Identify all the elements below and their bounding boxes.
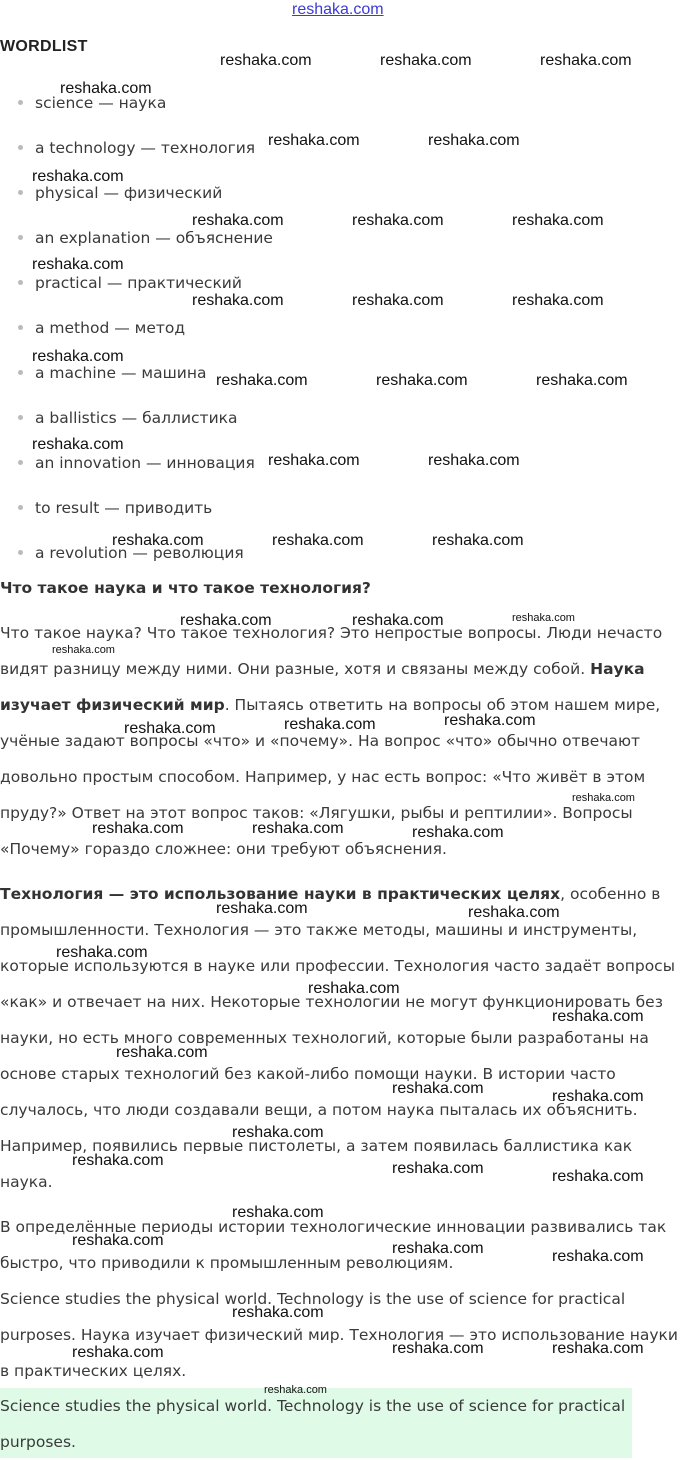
- wordlist-item: a ballistics — баллистика: [18, 411, 238, 427]
- watermark: reshaka.com: [112, 532, 204, 549]
- watermark: reshaka.com: [352, 212, 444, 229]
- watermark: reshaka.com: [352, 612, 444, 629]
- watermark: reshaka.com: [268, 452, 360, 469]
- watermark: reshaka.com: [272, 532, 364, 549]
- watermark: reshaka.com: [32, 256, 124, 273]
- watermark: reshaka.com: [308, 980, 400, 997]
- wordlist-item: physical — физический: [18, 186, 222, 202]
- watermark: reshaka.com: [72, 1232, 164, 1249]
- wordlist-item: a revolution — революция: [18, 546, 244, 562]
- watermark: reshaka.com: [180, 612, 272, 629]
- bullet-icon: [18, 145, 23, 150]
- watermark: reshaka.com: [444, 712, 536, 729]
- paragraph-summary: Science studies the physical world. Technology is the use of science for practical purposes. Наука изучает физический мир. Технология — это использование науки в практических целях.: [0, 1290, 678, 1380]
- watermark: reshaka.com: [232, 1204, 324, 1221]
- watermark: reshaka.com: [116, 1044, 208, 1061]
- bullet-icon: [18, 415, 23, 420]
- bullet-icon: [18, 505, 23, 510]
- bullet-icon: [18, 550, 23, 555]
- watermark: reshaka.com: [72, 1152, 164, 1169]
- watermark: reshaka.com: [264, 1384, 327, 1396]
- wordlist-item: science — наука: [18, 96, 166, 112]
- wordlist-item: a technology — технология: [18, 141, 255, 157]
- watermark: reshaka.com: [56, 944, 148, 961]
- watermark: reshaka.com: [428, 452, 520, 469]
- watermark: reshaka.com: [252, 820, 344, 837]
- watermark: reshaka.com: [512, 212, 604, 229]
- watermark: reshaka.com: [432, 532, 524, 549]
- wordlist-item: practical — практический: [18, 276, 242, 292]
- watermark: reshaka.com: [232, 1124, 324, 1141]
- wordlist-item: a method — метод: [18, 321, 185, 337]
- article-title: Что такое наука и что такое технология?: [0, 579, 371, 597]
- watermark: reshaka.com: [392, 1080, 484, 1097]
- watermark: reshaka.com: [392, 1340, 484, 1357]
- watermark: reshaka.com: [192, 292, 284, 309]
- watermark: reshaka.com: [552, 1168, 644, 1185]
- watermark: reshaka.com: [536, 372, 628, 389]
- watermark: reshaka.com: [216, 372, 308, 389]
- watermark: reshaka.com: [512, 292, 604, 309]
- watermark: reshaka.com: [376, 372, 468, 389]
- watermark: reshaka.com: [232, 1304, 324, 1321]
- watermark: reshaka.com: [124, 720, 216, 737]
- watermark: reshaka.com: [552, 1340, 644, 1357]
- watermark: reshaka.com: [552, 1088, 644, 1105]
- watermark: reshaka.com: [428, 132, 520, 149]
- wordlist-item: to result — приводить: [18, 501, 212, 517]
- bullet-icon: [18, 370, 23, 375]
- watermark: reshaka.com: [572, 792, 635, 804]
- watermark: reshaka.com: [32, 348, 124, 365]
- bullet-icon: [18, 100, 23, 105]
- wordlist-item: an innovation — инновация: [18, 456, 255, 472]
- watermark: reshaka.com: [192, 212, 284, 229]
- paragraph-innovation: В определённые периоды истории технологические инновации развивались так быстро, что приводили к промышленным революциям.: [0, 1218, 667, 1272]
- watermark: reshaka.com: [220, 52, 312, 69]
- watermark: reshaka.com: [380, 52, 472, 69]
- watermark: reshaka.com: [552, 1008, 644, 1025]
- watermark: reshaka.com: [392, 1240, 484, 1257]
- paragraph-technology: Технология — это использование науки в практических целях, особенно в промышленности. Технология — это также методы, машины и инструменты, которые используются в науке или профессии. Технология часто задаёт вопросы «как» и отвечает на них. Некоторые технологии не могут функционировать без науки, но есть много современных технологий, которые были разработаны на основе старых технологий без какой-либо помощи науки. В истории часто случалось, что люди создавали вещи, а потом наука пыталась их объяснить. Например, появились первые пистолеты, а затем появилась баллистика как наука.: [0, 885, 675, 1191]
- site-link[interactable]: reshaka.com: [292, 1, 384, 18]
- watermark: reshaka.com: [284, 716, 376, 733]
- watermark: reshaka.com: [268, 132, 360, 149]
- bullet-icon: [18, 280, 23, 285]
- paragraph-science: Что такое наука? Что такое технология? Это непростые вопросы. Люди нечасто видят разницу между ними. Они разные, хотя и связаны между собой. Наука изучает физический мир. Пытаясь ответить на вопросы об этом нашем мире, учёные задают вопросы «что» и «почему». На вопрос «что» обычно отвечают довольно простым способом. Например, у нас есть вопрос: «Что живёт в этом пруду?» Ответ на этот вопрос таков: «Лягушки, рыбы и рептилии». Вопросы «Почему» гораздо сложнее: они требуют объяснения.: [0, 624, 663, 858]
- bullet-icon: [18, 325, 23, 330]
- watermark: reshaka.com: [468, 904, 560, 921]
- watermark: reshaka.com: [552, 1248, 644, 1265]
- wordlist-item: a machine — машина: [18, 366, 206, 382]
- watermark: reshaka.com: [60, 80, 152, 97]
- bullet-icon: [18, 190, 23, 195]
- bullet-icon: [18, 460, 23, 465]
- watermark: reshaka.com: [32, 168, 124, 185]
- watermark: reshaka.com: [32, 436, 124, 453]
- watermark: reshaka.com: [540, 52, 632, 69]
- highlight-text: Science studies the physical world. Technology is the use of science for practical purposes.: [0, 1397, 626, 1451]
- watermark: reshaka.com: [392, 1160, 484, 1177]
- watermark: reshaka.com: [72, 1344, 164, 1361]
- watermark: reshaka.com: [216, 900, 308, 917]
- watermark: reshaka.com: [352, 292, 444, 309]
- watermark: reshaka.com: [92, 820, 184, 837]
- wordlist-item: an explanation — объяснение: [18, 231, 273, 247]
- watermark: reshaka.com: [52, 644, 115, 656]
- wordlist-heading: WORDLIST: [0, 38, 88, 55]
- bullet-icon: [18, 235, 23, 240]
- watermark: reshaka.com: [512, 612, 575, 624]
- watermark: reshaka.com: [412, 824, 504, 841]
